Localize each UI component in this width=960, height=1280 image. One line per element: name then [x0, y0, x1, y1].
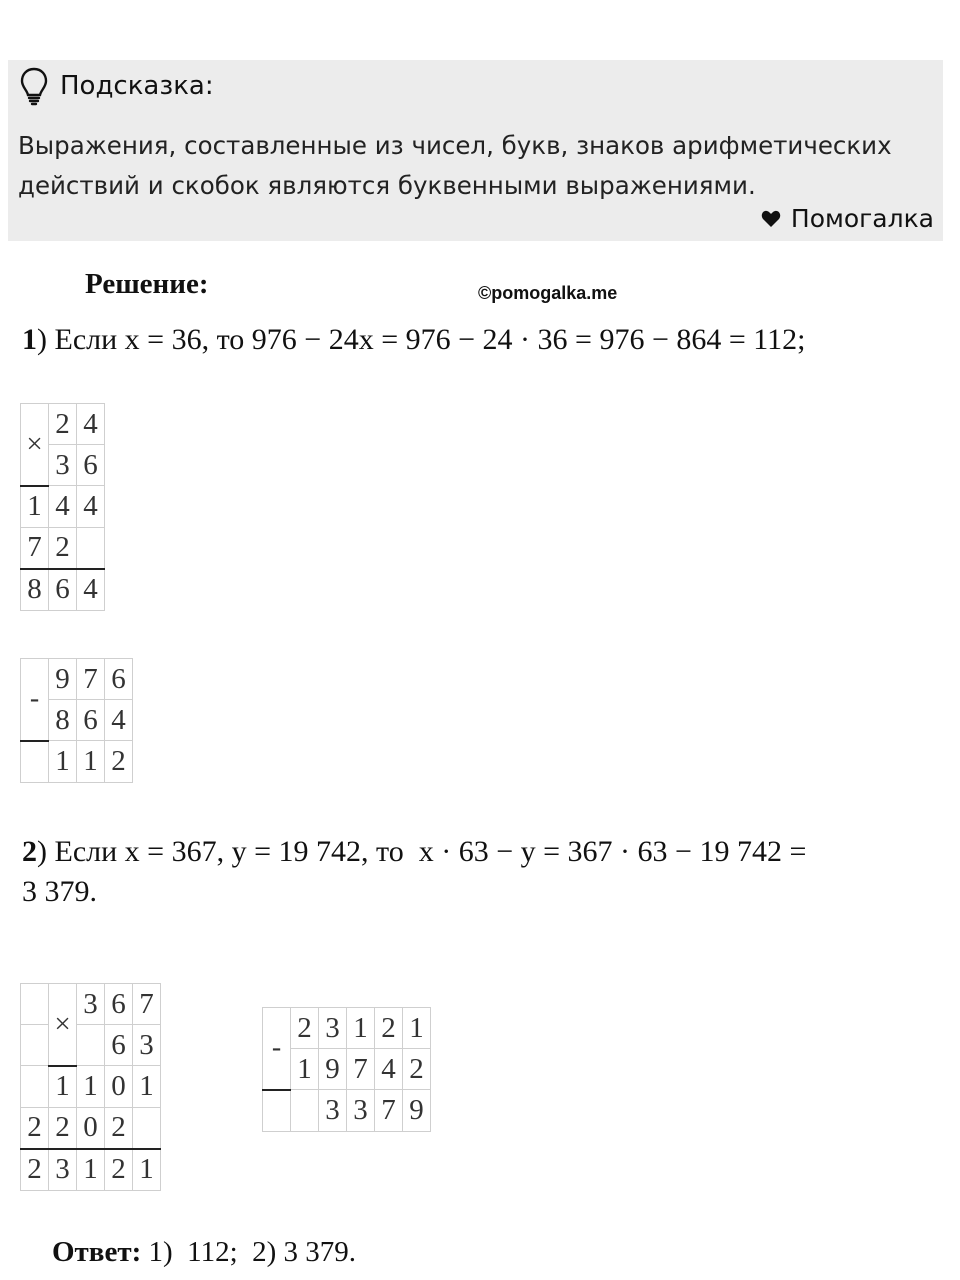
digit-cell: 2 — [291, 1008, 319, 1049]
digit-cell: 3 — [133, 1025, 161, 1066]
subtraction-1 — [20, 658, 133, 783]
digit-cell: 4 — [77, 569, 105, 611]
digit-cell: 1 — [21, 486, 49, 528]
multiply-sign: × — [49, 984, 77, 1066]
digit-cell: 1 — [403, 1008, 431, 1049]
digit-cell — [21, 1066, 49, 1108]
digit-cell: 1 — [347, 1008, 375, 1049]
digit-cell: 6 — [49, 569, 77, 611]
brand-name: Помогалка — [790, 204, 934, 233]
digit-cell: 4 — [77, 486, 105, 528]
multiplication-1 — [20, 403, 105, 611]
digit-cell: 9 — [319, 1049, 347, 1090]
digit-cell: 1 — [133, 1149, 161, 1191]
task-2-line — [22, 832, 806, 872]
digit-cell: 4 — [375, 1049, 403, 1090]
task-1-text: ) Если x = 36, то 976 − 24x = 976 − 24 · 36 = 976 − 864 = 112; — [37, 323, 806, 356]
digit-cell: 2 — [105, 1107, 133, 1149]
answer-line — [52, 1236, 356, 1269]
digit-cell: 2 — [375, 1008, 403, 1049]
hint-title: Подсказка: — [60, 71, 214, 101]
digit-cell: 2 — [49, 1107, 77, 1149]
digit-cell: 7 — [77, 659, 105, 700]
digit-cell: 2 — [105, 741, 133, 783]
digit-cell: 8 — [21, 569, 49, 611]
digit-cell: 7 — [347, 1049, 375, 1090]
digit-cell: 2 — [21, 1149, 49, 1191]
watermark: ©pomogalka.me — [478, 283, 618, 303]
digit-cell: 7 — [21, 527, 49, 569]
digit-cell: 9 — [49, 659, 77, 700]
hint-text: Выражения, составленные из чисел, букв, знаков арифметических действий и скобок являются буквенными выражениями. — [18, 131, 892, 200]
digit-cell: 2 — [105, 1149, 133, 1191]
digit-cell: 2 — [403, 1049, 431, 1090]
digit-cell: 3 — [347, 1090, 375, 1132]
digit-cell — [263, 1090, 291, 1132]
digit-cell: 2 — [49, 404, 77, 445]
heart-icon — [761, 210, 781, 228]
task-2-number: 2 — [22, 835, 37, 868]
digit-cell: 4 — [77, 404, 105, 445]
minus-sign: - — [263, 1008, 291, 1090]
digit-cell: 1 — [291, 1049, 319, 1090]
subtraction-2 — [262, 1007, 431, 1132]
digit-cell: 3 — [77, 984, 105, 1025]
task-2-line-2: 3 379. — [22, 875, 97, 908]
task-1-number: 1 — [22, 323, 37, 356]
digit-cell: 6 — [77, 445, 105, 486]
digit-cell: 1 — [49, 741, 77, 783]
digit-cell: 7 — [375, 1090, 403, 1132]
digit-cell: 1 — [77, 741, 105, 783]
digit-cell: 1 — [49, 1066, 77, 1108]
solution-title: Решение: — [85, 268, 209, 300]
digit-cell: 3 — [49, 445, 77, 486]
digit-cell — [21, 1025, 49, 1066]
digit-cell: 4 — [105, 700, 133, 741]
minus-sign: - — [21, 659, 49, 741]
digit-cell: 6 — [105, 984, 133, 1025]
digit-cell: 1 — [133, 1066, 161, 1108]
digit-cell: 2 — [21, 1107, 49, 1149]
digit-cell: 6 — [105, 1025, 133, 1066]
digit-cell: 1 — [77, 1149, 105, 1191]
digit-cell: 3 — [319, 1008, 347, 1049]
digit-cell — [133, 1107, 161, 1149]
digit-cell: 0 — [105, 1066, 133, 1108]
digit-cell: 6 — [105, 659, 133, 700]
task-1-line — [22, 320, 806, 360]
digit-cell: 7 — [133, 984, 161, 1025]
hint-header — [18, 64, 214, 108]
multiplication-2 — [20, 983, 161, 1191]
digit-cell: 4 — [49, 486, 77, 528]
digit-cell: 9 — [403, 1090, 431, 1132]
answer-label: Ответ: — [52, 1236, 142, 1268]
digit-cell — [77, 1025, 105, 1066]
digit-cell: 6 — [77, 700, 105, 741]
digit-cell — [21, 984, 49, 1025]
digit-cell: 1 — [77, 1066, 105, 1108]
digit-cell: 3 — [319, 1090, 347, 1132]
multiply-sign: × — [21, 404, 49, 486]
digit-cell — [77, 527, 105, 569]
brand-label — [761, 204, 934, 233]
digit-cell: 2 — [49, 527, 77, 569]
answer-text: 1) 112; 2) 3 379. — [141, 1236, 357, 1268]
digit-cell — [21, 741, 49, 783]
digit-cell — [291, 1090, 319, 1132]
lightbulb-icon — [18, 66, 50, 106]
digit-cell: 0 — [77, 1107, 105, 1149]
digit-cell: 3 — [49, 1149, 77, 1191]
task-2-text: ) Если x = 367, y = 19 742, то x · 63 − y = 367 · 63 − 19 742 = — [37, 835, 807, 868]
digit-cell: 8 — [49, 700, 77, 741]
